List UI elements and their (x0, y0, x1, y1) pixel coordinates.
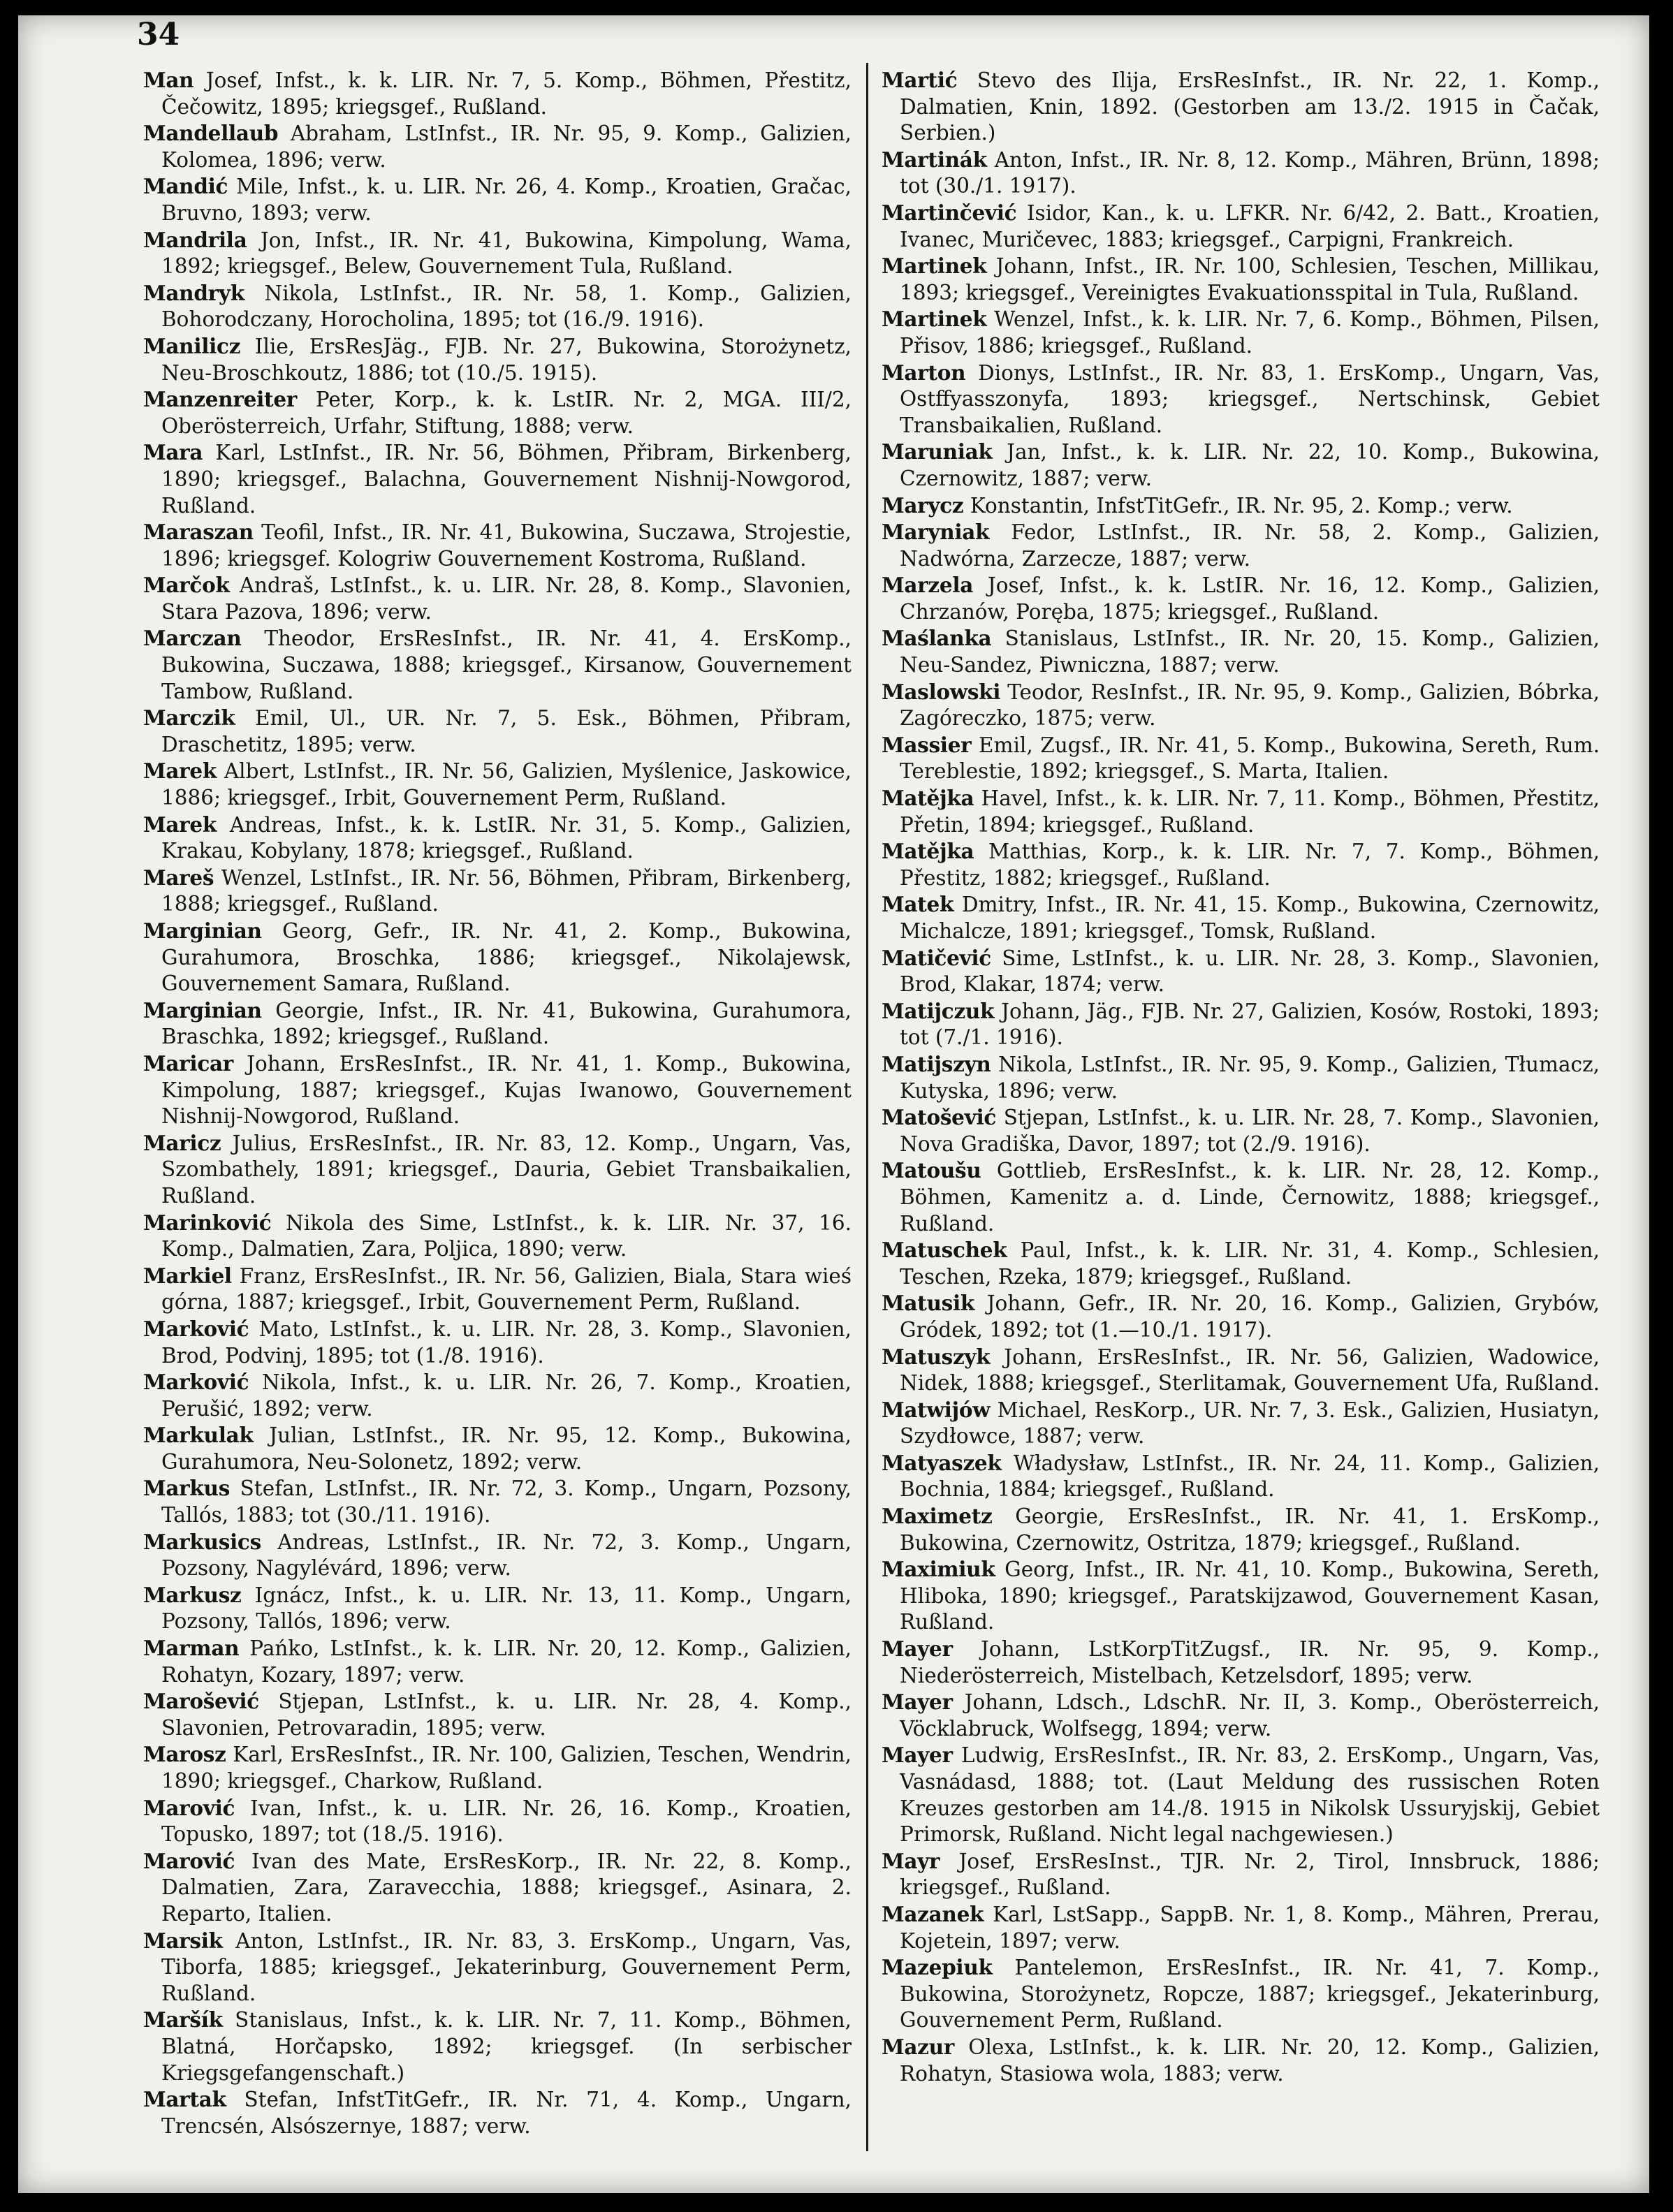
roll-entry (882, 1344, 1600, 1397)
entry-surname: Marković (143, 1370, 249, 1395)
entry-details: Stjepan, LstInfst., k. u. LIR. Nr. 28, 7. Komp., Slavonien, Nova Gradiška, Davor, 1897; tot (2./9. 1916). (900, 1106, 1600, 1156)
roll-entry (143, 173, 852, 226)
entry-surname: Martinek (882, 254, 987, 279)
entry-surname: Marković (143, 1316, 249, 1341)
entry-surname: Markusz (143, 1582, 242, 1607)
entry-details: Mato, LstInfst., k. u. LIR. Nr. 28, 3. Komp., Slavonien, Brod, Podvinj, 1895; tot (1./8. 1916). (161, 1317, 852, 1368)
entry-surname: Mara (143, 440, 203, 465)
entry-details: Nikola, Infst., k. u. LIR. Nr. 26, 7. Komp., Kroatien, Perušić, 1892; verw. (161, 1370, 852, 1421)
entry-surname: Maximetz (882, 1504, 993, 1529)
entry-details: Isidor, Kan., k. u. LFKR. Nr. 6/42, 2. Batt., Kroatien, Ivanec, Muričevec, 1883; kriegsgef., Carpigni, Frankreich. (900, 200, 1600, 251)
roll-entry (143, 386, 852, 439)
entry-surname: Manzenreiter (143, 387, 298, 412)
entry-details: Ignácz, Infst., k. u. LIR. Nr. 13, 11. Komp., Ungarn, Pozsony, Tallós, 1896; verw. (161, 1583, 852, 1634)
entry-surname: Marek (143, 812, 217, 837)
entry-surname: Markusics (143, 1529, 261, 1554)
entry-details: Theodor, ErsResInfst., IR. Nr. 41, 4. ErsKomp., Bukowina, Suczawa, 1888; kriegsgef., Kirsanow, Gouvernement Tambow, Rußland. (161, 627, 852, 703)
entry-details: Havel, Infst., k. k. LIR. Nr. 7, 11. Komp., Böhmen, Přestitz, Přetin, 1894; kriegsgef., Rußland. (900, 786, 1600, 837)
entry-surname: Mandić (143, 174, 228, 199)
entry-details: Karl, LstInfst., IR. Nr. 56, Böhmen, Přibram, Birkenberg, 1890; kriegsgef., Balachna, Gouvernement Nishnij-Nowgorod, Rußland. (161, 441, 852, 518)
roll-entry (143, 758, 852, 811)
entry-surname: Martić (882, 68, 958, 92)
entry-details: Stefan, InfstTitGefr., IR. Nr. 71, 4. Komp., Ungarn, Trencsén, Alsószernye, 1887; verw. (161, 2088, 852, 2138)
roll-entry (882, 838, 1600, 891)
entry-surname: Mareš (143, 865, 214, 890)
entry-details: Georg, Gefr., IR. Nr. 41, 2. Komp., Bukowina, Gurahumora, Broschka, 1886; kriegsgef., Nikolajewsk, Gouvernement Samara, Rußland. (161, 919, 852, 996)
entry-surname: Maraszan (143, 520, 254, 545)
entry-surname: Manilicz (143, 333, 241, 358)
entry-surname: Matwijów (882, 1397, 991, 1422)
roll-entry (882, 1397, 1600, 1450)
entry-details: Johann, ErsResInfst., IR. Nr. 41, 1. Komp., Bukowina, Kimpolung, 1887; kriegsgef., Kujas Iwanowo, Gouvernement Nishnij-Nowgorod, Rußland. (161, 1051, 852, 1129)
entry-surname: Mayer (882, 1690, 953, 1715)
entry-surname: Mayr (882, 1848, 940, 1873)
roll-entry (143, 2007, 852, 2086)
entry-details: Georg, Infst., IR. Nr. 41, 10. Komp., Bukowina, Sereth, Hliboka, 1890; kriegsgef., Paratskijzawod, Gouvernement Kasan, Rußland. (900, 1558, 1600, 1634)
entry-details: Pantelemon, ErsResInfst., IR. Nr. 41, 7. Komp., Bukowina, Storożynetz, Ropcze, 1887; kriegsgef., Jekaterinburg, Gouvernement Perm, Rußland. (900, 1956, 1600, 2032)
roll-entry (882, 998, 1600, 1051)
roll-entry (882, 1503, 1600, 1556)
entry-details: Gottlieb, ErsResInfst., k. k. LIR. Nr. 28, 12. Komp., Böhmen, Kamenitz a. d. Linde, Černowitz, 1888; kriegsgef., Rußland. (900, 1159, 1600, 1236)
entry-details: Johann, LstKorpTitZugsf., IR. Nr. 95, 9. Komp., Niederösterreich, Mistelbach, Ketzelsdorf, 1895; verw. (900, 1637, 1600, 1687)
entry-surname: Mandryk (143, 280, 244, 305)
entry-surname: Marsik (143, 1928, 223, 1953)
entry-details: Abraham, LstInfst., IR. Nr. 95, 9. Komp., Galizien, Kolomea, 1896; verw. (161, 122, 852, 172)
roll-entry (882, 625, 1600, 678)
roll-entry (143, 1263, 852, 1316)
entry-surname: Marman (143, 1636, 240, 1661)
roll-entry (882, 1689, 1600, 1742)
page-number: 34 (137, 17, 180, 52)
entry-surname: Marosz (143, 1742, 226, 1767)
roll-entry (882, 1290, 1600, 1343)
entry-surname: Matoušu (882, 1158, 981, 1183)
roll-entry (882, 492, 1600, 520)
entry-details: Stjepan, LstInfst., k. u. LIR. Nr. 28, 4. Komp., Slavonien, Petrovaradin, 1895; verw. (161, 1690, 852, 1740)
entry-details: Andreas, Infst., k. k. LstIR. Nr. 31, 5. Komp., Galizien, Krakau, Kobylany, 1878; kriegsgef., Rußland. (161, 812, 852, 863)
roll-entry (882, 147, 1600, 200)
roll-entry (882, 2034, 1600, 2087)
entry-surname: Marczan (143, 626, 242, 651)
entry-details: Fedor, LstInfst., IR. Nr. 58, 2. Komp., Galizien, Nadwórna, Zarzecze, 1887; verw. (900, 520, 1600, 571)
entry-details: Johann, Infst., IR. Nr. 100, Schlesien, Teschen, Millikau, 1893; kriegsgef., Vereinigtes Evakuationsspital in Tula, Rußland. (900, 254, 1600, 305)
roll-entry (882, 1954, 1600, 2034)
roll-entry (882, 572, 1600, 625)
roll-entry (882, 1742, 1600, 1847)
roll-entry (143, 1635, 852, 1688)
entry-surname: Markiel (143, 1263, 232, 1288)
entry-details: Georgie, Infst., IR. Nr. 41, Bukowina, Gurahumora, Braschka, 1892; kriegsgef., Rußland. (161, 998, 852, 1049)
right-column (882, 67, 1600, 2148)
roll-entry (143, 1369, 852, 1422)
roll-entry (882, 200, 1600, 253)
entry-details: Mile, Infst., k. u. LIR. Nr. 26, 4. Komp., Kroatien, Gračac, Bruvno, 1893; verw. (161, 175, 852, 225)
entry-surname: Marčok (143, 573, 230, 598)
entry-details: Pańko, LstInfst., k. k. LIR. Nr. 20, 12. Komp., Galizien, Rohatyn, Kozary, 1897; verw. (161, 1636, 852, 1687)
roll-entry (143, 1050, 852, 1130)
entry-details: Ivan, Infst., k. u. LIR. Nr. 26, 16. Komp., Kroatien, Topusko, 1897; tot (18./5. 1916). (161, 1796, 852, 1847)
entry-surname: Maršík (143, 2007, 223, 2032)
roll-entry (882, 1636, 1600, 1689)
entry-details: Dmitry, Infst., IR. Nr. 41, 15. Komp., Bukowina, Czernowitz, Michalcze, 1891; kriegsgef., Tomsk, Rußland. (900, 893, 1600, 943)
roll-entry (882, 732, 1600, 785)
entry-details: Ilie, ErsResJäg., FJB. Nr. 27, Bukowina, Storożynetz, Neu-Broschkoutz, 1886; tot (10./5. 1915). (161, 334, 852, 385)
roll-entry (882, 1556, 1600, 1636)
entry-surname: Massier (882, 732, 972, 757)
roll-entry (143, 1316, 852, 1369)
entry-details: Josef, Infst., k. k. LstIR. Nr. 16, 12. Komp., Galizien, Chrzanów, Poręba, 1875; kriegsgef., Rußland. (900, 573, 1600, 624)
roll-entry (882, 253, 1600, 306)
entry-surname: Matek (882, 892, 954, 917)
entry-surname: Man (143, 68, 194, 92)
entry-surname: Matuschek (882, 1238, 1007, 1263)
roll-entry (882, 945, 1600, 998)
entry-details: Anton, LstInfst., IR. Nr. 83, 3. ErsKomp., Ungarn, Vas, Tiborfa, 1885; kriegsgef., Jekaterinburg, Gouvernement Perm, Rußland. (161, 1928, 852, 2005)
entry-surname: Martak (143, 2087, 226, 2112)
roll-entry (143, 572, 852, 625)
entry-surname: Matějka (882, 786, 974, 811)
entry-surname: Mazanek (882, 1901, 984, 1926)
entry-details: Władysław, LstInfst., IR. Nr. 24, 11. Komp., Galizien, Bochnia, 1884; kriegsgef., Rußland. (900, 1451, 1600, 1502)
entry-details: Franz, ErsResInfst., IR. Nr. 56, Galizien, Biala, Stara wieś górna, 1887; kriegsgef., Irbit, Gouvernement Perm, Rußland. (161, 1264, 852, 1314)
roll-entry (143, 997, 852, 1050)
roll-entry (143, 519, 852, 572)
entry-details: Stanislaus, Infst., k. k. LIR. Nr. 7, 11. Komp., Böhmen, Blatná, Horčapsko, 1892; kriegsgef. (In serbischer Kriegsgefangenschaft.) (161, 2008, 852, 2085)
entry-details: Andreas, LstInfst., IR. Nr. 72, 3. Komp., Ungarn, Pozsony, Nagylévárd, 1896; verw. (161, 1530, 852, 1581)
entry-surname: Marek (143, 759, 217, 784)
roll-entry (143, 67, 852, 120)
roll-entry (143, 625, 852, 705)
entry-details: Josef, ErsResInst., TJR. Nr. 2, Tirol, Innsbruck, 1886; kriegsgef., Rußland. (900, 1849, 1600, 1900)
entry-details: Julius, ErsResInfst., IR. Nr. 83, 12. Komp., Ungarn, Vas, Szombathely, 1891; kriegsgef., Dauria, Gebiet Transbaikalien, Rußland. (161, 1131, 852, 1208)
entry-surname: Matijszyn (882, 1051, 991, 1076)
entry-details: Josef, Infst., k. k. LIR. Nr. 7, 5. Komp., Böhmen, Přestitz, Čečowitz, 1895; kriegsgef., Rußland. (161, 68, 852, 119)
roll-entry (882, 67, 1600, 147)
entry-surname: Mazepiuk (882, 1955, 993, 1980)
roll-entry (143, 280, 852, 333)
entry-surname: Marzela (882, 573, 974, 598)
entry-surname: Maślanka (882, 626, 992, 651)
entry-details: Ludwig, ErsResInfst., IR. Nr. 83, 2. ErsKomp., Ungarn, Vas, Vasnádasd, 1888; tot. (Laut Meldung des russischen Roten Kreuzes gestorben am 14./8. 1915 in Nikolsk Ussuryjskij, Gebiet Primorsk, Rußland. Nicht legal nachgewiesen.) (900, 1743, 1600, 1847)
roll-entry (882, 891, 1600, 944)
entry-details: Emil, Ul., UR. Nr. 7, 5. Esk., Böhmen, Přibram, Draschetitz, 1895; verw. (161, 706, 852, 756)
roll-entry (143, 120, 852, 173)
entry-surname: Maricz (143, 1130, 221, 1155)
roll-entry (882, 1104, 1600, 1157)
roll-entry (882, 519, 1600, 572)
roll-entry (882, 439, 1600, 492)
entry-surname: Martinák (882, 147, 987, 172)
roll-entry (143, 1848, 852, 1928)
roll-entry (143, 439, 852, 519)
entry-surname: Maximiuk (882, 1557, 995, 1582)
left-column (143, 67, 852, 2148)
roll-entry (882, 1157, 1600, 1237)
roll-entry (882, 679, 1600, 732)
entry-surname: Martinčević (882, 200, 1017, 225)
entry-details: Jon, Infst., IR. Nr. 41, Bukowina, Kimpolung, Wama, 1892; kriegsgef., Belew, Gouvernement Tula, Rußland. (161, 228, 852, 279)
roll-entry (882, 785, 1600, 838)
roll-entry (143, 865, 852, 918)
entry-surname: Marović (143, 1848, 235, 1873)
roll-entry (143, 2086, 852, 2139)
roll-entry (143, 918, 852, 997)
roll-entry (143, 1795, 852, 1848)
entry-surname: Marović (143, 1795, 235, 1820)
entry-surname: Marginian (143, 918, 262, 943)
entry-surname: Markus (143, 1476, 231, 1501)
entry-details: Johann, Gefr., IR. Nr. 20, 16. Komp., Galizien, Grybów, Gródek, 1892; tot (1.—10./1. 1917). (900, 1291, 1600, 1342)
entry-surname: Mayer (882, 1743, 953, 1768)
roll-entry (143, 227, 852, 280)
entry-surname: Maryniak (882, 520, 990, 545)
roll-entry (882, 1450, 1600, 1503)
roll-entry (143, 1741, 852, 1794)
roll-entry (143, 1529, 852, 1582)
entry-details: Nikola, LstInfst., IR. Nr. 95, 9. Komp., Galizien, Tłumacz, Kutyska, 1896; verw. (900, 1052, 1600, 1103)
entry-details: Nikola des Sime, LstInfst., k. k. LIR. Nr. 37, 16. Komp., Dalmatien, Zara, Poljica, 1890; verw. (161, 1210, 852, 1261)
roll-entry (882, 1237, 1600, 1290)
roll-entry (882, 1051, 1600, 1104)
entry-details: Georgie, ErsResInfst., IR. Nr. 41, 1. ErsKomp., Bukowina, Czernowitz, Ostritza, 1879; kriegsgef., Rußland. (900, 1504, 1600, 1555)
entry-details: Jan, Infst., k. k. LIR. Nr. 22, 10. Komp., Bukowina, Czernowitz, 1887; verw. (900, 440, 1600, 490)
entry-surname: Marton (882, 360, 966, 385)
entry-details: Johann, ErsResInfst., IR. Nr. 56, Galizien, Wadowice, Nidek, 1888; kriegsgef., Sterlitamak, Gouvernement Ufa, Rußland. (900, 1345, 1600, 1396)
entry-surname: Markulak (143, 1423, 254, 1448)
entry-details: Teofil, Infst., IR. Nr. 41, Bukowina, Suczawa, Strojestie, 1896; kriegsgef. Kologriw Gouvernement Kostroma, Rußland. (161, 520, 852, 571)
roll-entry (143, 1928, 852, 2007)
entry-surname: Marycz (882, 492, 964, 518)
roll-entry (882, 360, 1600, 439)
entry-details: Karl, ErsResInfst., IR. Nr. 100, Galizien, Teschen, Wendrin, 1890; kriegsgef., Charkow, Rußland. (161, 1743, 852, 1793)
entry-details: Teodor, ResInfst., IR. Nr. 95, 9. Komp., Galizien, Bóbrka, Zagóreczko, 1875; verw. (900, 680, 1600, 731)
entry-details: Michael, ResKorp., UR. Nr. 7, 3. Esk., Galizien, Husiatyn, Szydłowce, 1887; verw. (900, 1398, 1600, 1449)
roll-entry (143, 1210, 852, 1263)
entry-surname: Mandellaub (143, 121, 279, 146)
entry-surname: Matičević (882, 945, 991, 970)
entry-surname: Martinek (882, 307, 987, 332)
entry-details: Stevo des Ilija, ErsResInfst., IR. Nr. 22, 1. Komp., Dalmatien, Knin, 1892. (Gestorben am 13./2. 1915 in Čačak, Serbien.) (900, 68, 1600, 145)
roll-entry (143, 1475, 852, 1528)
entry-details: Johann, Jäg., FJB. Nr. 27, Galizien, Kosów, Rostoki, 1893; tot (7./1. 1916). (900, 999, 1600, 1050)
entry-surname: Maricar (143, 1050, 234, 1076)
entry-details: Ivan des Mate, ErsResKorp., IR. Nr. 22, 8. Komp., Dalmatien, Zara, Zaravecchia, 1888; kriegsgef., Asinara, 2. Reparto, Italien. (161, 1849, 852, 1926)
roll-entry (143, 1582, 852, 1635)
entry-details: Johann, Ldsch., LdschR. Nr. II, 3. Komp., Oberösterreich, Vöcklabruck, Wolfsegg, 1894; verw. (900, 1690, 1600, 1741)
entry-surname: Matyaszek (882, 1450, 1002, 1475)
entry-details: Wenzel, Infst., k. k. LIR. Nr. 7, 6. Komp., Böhmen, Pilsen, Přisov, 1886; kriegsgef., Rußland. (900, 307, 1600, 358)
entry-surname: Mayer (882, 1636, 953, 1662)
entry-surname: Marczik (143, 705, 235, 731)
entry-details: Olexa, LstInfst., k. k. LIR. Nr. 20, 12. Komp., Galizien, Rohatyn, Stasiowa wola, 1883; verw. (900, 2035, 1600, 2086)
entry-details: Paul, Infst., k. k. LIR. Nr. 31, 4. Komp., Schlesien, Teschen, Rzeka, 1879; kriegsgef., Rußland. (900, 1238, 1600, 1289)
entry-surname: Marinković (143, 1210, 272, 1235)
roll-entry (882, 1901, 1600, 1954)
entry-surname: Matošević (882, 1105, 997, 1130)
entry-details: Karl, LstSapp., SappB. Nr. 1, 8. Komp., Mähren, Prerau, Kojetein, 1897; verw. (900, 1902, 1600, 1953)
entry-surname: Matějka (882, 839, 974, 864)
roll-entry (143, 1422, 852, 1475)
entry-surname: Matijczuk (882, 998, 995, 1023)
entry-details: Emil, Zugsf., IR. Nr. 41, 5. Komp., Bukowina, Sereth, Rum. Tereblestie, 1892; kriegsgef., S. Marta, Italien. (900, 733, 1600, 784)
entry-surname: Marošević (143, 1689, 259, 1714)
entry-surname: Maslowski (882, 679, 1001, 704)
entry-details: Peter, Korp., k. k. LstIR. Nr. 2, MGA. III/2, Oberösterreich, Urfahr, Stiftung, 1888; verw. (161, 388, 852, 438)
roll-entry (143, 812, 852, 865)
entry-surname: Mazur (882, 2034, 955, 2059)
entry-surname: Matusik (882, 1291, 974, 1316)
roll-entry (882, 1848, 1600, 1901)
entry-details: Stanislaus, LstInfst., IR. Nr. 20, 15. Komp., Galizien, Neu-Sandez, Piwniczna, 1887; verw. (900, 627, 1600, 677)
entry-surname: Maruniak (882, 439, 993, 464)
entry-surname: Mandrila (143, 227, 247, 252)
entry-details: Julian, LstInfst., IR. Nr. 95, 12. Komp., Bukowina, Gurahumora, Neu-Solonetz, 1892; verw. (161, 1423, 852, 1474)
entry-details: Sime, LstInfst., k. u. LIR. Nr. 28, 3. Komp., Slavonien, Brod, Klakar, 1874; verw. (900, 946, 1600, 997)
entry-details: Andraš, LstInfst., k. u. LIR. Nr. 28, 8. Komp., Slavonien, Stara Pazova, 1896; verw. (161, 573, 852, 624)
entry-surname: Marginian (143, 997, 262, 1023)
entry-details: Anton, Infst., IR. Nr. 8, 12. Komp., Mähren, Brünn, 1898; tot (30./1. 1917). (900, 147, 1600, 198)
entry-details: Nikola, LstInfst., IR. Nr. 58, 1. Komp., Galizien, Bohorodczany, Horocholina, 1895; tot (16./9. 1916). (161, 281, 852, 332)
roll-entry (882, 306, 1600, 359)
entry-surname: Matuszyk (882, 1344, 991, 1369)
column-divider (866, 63, 868, 2151)
entry-details: Stefan, LstInfst., IR. Nr. 72, 3. Komp., Ungarn, Pozsony, Tallós, 1883; tot (30./11. 1916). (161, 1477, 852, 1528)
entry-details: Matthias, Korp., k. k. LIR. Nr. 7, 7. Komp., Böhmen, Přestitz, 1882; kriegsgef., Rußland. (900, 840, 1600, 890)
entry-details: Wenzel, LstInfst., IR. Nr. 56, Böhmen, Přibram, Birkenberg, 1888; kriegsgef., Rußland. (161, 865, 852, 916)
roll-entry (143, 1688, 852, 1741)
entry-details: Konstantin, InfstTitGefr., IR. Nr. 95, 2. Komp.; verw. (970, 493, 1513, 518)
roll-entry (143, 1130, 852, 1210)
entry-details: Dionys, LstInfst., IR. Nr. 83, 1. ErsKomp., Ungarn, Vas, Ostffyasszonyfa, 1893; kriegsgef., Nertschinsk, Gebiet Transbaikalien, Rußland. (900, 360, 1600, 437)
roll-entry (143, 705, 852, 758)
roll-entry (143, 333, 852, 386)
entry-details: Albert, LstInfst., IR. Nr. 56, Galizien, Myślenice, Jaskowice, 1886; kriegsgef., Irbit, Gouvernement Perm, Rußland. (161, 759, 852, 810)
